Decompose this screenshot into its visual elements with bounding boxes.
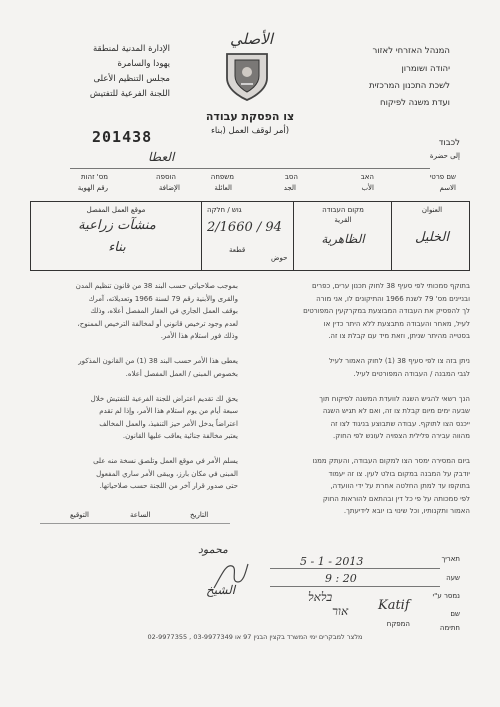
body-ar-line: وذلك فور استلام هذا الأمر. xyxy=(160,332,238,340)
body-he-line: ניתן בזה צו לפי סעיף 38 (1) לחוק האמור לעיל xyxy=(329,357,470,365)
sign-role-label: המפקח xyxy=(386,620,410,628)
sign-time-label: שעה xyxy=(446,574,460,582)
handwritten-corner-note: الأصلي xyxy=(230,30,273,48)
addressee-line xyxy=(70,168,430,169)
field-father-ar: الأب xyxy=(361,184,374,192)
left-time-label: الساعة xyxy=(130,511,151,519)
body-he-line xyxy=(250,443,470,456)
header-right-line-4: ועדת משנה לפיקוח xyxy=(380,98,450,108)
body-arabic xyxy=(28,280,238,500)
field-family-ar: العائلة xyxy=(214,184,232,192)
body-he-line: בסטייה מהיתר שניתן, וזאת מיד עם קבלת צו זה. xyxy=(328,332,470,340)
header-left-line-3: مجلس التنظيم الأعلى xyxy=(93,74,170,84)
body-ar-line: بموجب صلاحياتي حسب البند 38 من قانون تنظيم المدن xyxy=(75,282,238,290)
body-he-line: לעיל, מאחר והעבודה מתבצעת ללא היתר כדין או xyxy=(323,319,470,328)
body-ar-line xyxy=(28,443,238,456)
field-grandfather-he: הסב xyxy=(284,173,298,181)
order-number: 201438 xyxy=(92,128,153,146)
body-he-line: לך להפסיק את העבודה המבוצעת במקרקעין המפורטים xyxy=(303,307,470,315)
field-father-he: האב xyxy=(360,173,374,181)
body-he-line: ייכנס הצו לתוקף. עבודה שתבוצע בניגוד לצו זה xyxy=(330,419,470,428)
body-ar-line: بخصوص المبنى / العمل المفصل أعلاه. xyxy=(125,369,238,378)
sign-signature-label: חתימה xyxy=(439,624,460,632)
sign-handwritten-2: אור xyxy=(332,604,349,618)
sign-date-label: תאריך xyxy=(441,555,460,563)
field-id-number-ar: رقم الهوية xyxy=(77,184,108,192)
work-location-box xyxy=(30,201,470,271)
body-ar-line xyxy=(28,380,238,393)
field-first-name-ar: الاسم xyxy=(439,184,456,192)
coat-of-arms-emblem xyxy=(223,50,271,102)
body-ar-line: يسلم الأمر في موقع العمل وتلصق نسخة منه على xyxy=(93,457,238,465)
body-ar-line: المبنى في مكان بارز، ويبقى الأمر ساري المفعول xyxy=(96,469,238,478)
body-he-line: בתוקף סמכותי לפי סעיף 38 לחוק תכנון ערים, כפרים xyxy=(311,282,470,290)
body-ar-line xyxy=(28,343,238,356)
body-he-line: הנך רשאי להגיש השגה לוועדת המשנה לפיקוח תוך xyxy=(319,394,470,403)
left-handwritten-name: محمود xyxy=(198,543,228,556)
box-parcel-label: قطعة xyxy=(229,246,246,254)
left-sign-line xyxy=(40,523,230,524)
sign-name-label: שם xyxy=(450,610,460,618)
field-addition-ar: الإضافة xyxy=(158,184,180,192)
body-ar-line: يعطى هذا الأمر حسب البند 38 (1) من القانون المذكور xyxy=(78,357,238,365)
left-date-label: التاريخ xyxy=(190,511,209,519)
body-he-line: ביום המסירה ימסר הצו למקום העבודה, והעתק ממנו xyxy=(312,457,470,465)
title-arabic: (أمر لوقف العمل (بناء xyxy=(210,126,290,136)
body-hebrew xyxy=(250,280,470,530)
field-first-name-he: שם פרטי xyxy=(429,173,456,181)
body-ar-line: بوقف العمل الجاري في العقار المفصل أعلاه، وذلك xyxy=(90,307,238,315)
header-right-line-2: יהודה ושומרון xyxy=(401,64,450,74)
sign-date-line xyxy=(270,568,440,569)
body-he-line xyxy=(250,343,470,356)
body-ar-line: والقرى والأبنية رقم 79 لسنة 1966 وتعديلاته، آمرك xyxy=(88,294,238,303)
field-addition-he: הוספה xyxy=(156,173,176,181)
sign-time-handwritten: 9 : 20 xyxy=(325,572,357,585)
field-id-number-he: מס' זהות xyxy=(81,173,108,181)
left-signature-scribble xyxy=(212,560,250,592)
to-label-hebrew: לכבוד xyxy=(438,138,460,148)
box-detail-label: موقع العمل المفصل xyxy=(86,206,146,214)
sign-time-line xyxy=(270,586,440,587)
header-right-line-3: לשכת התכנון המרכזית xyxy=(368,81,450,91)
sign-delivered-label: נמסר ע"י xyxy=(432,592,460,600)
box-basin-label: حوض xyxy=(271,254,288,262)
body-he-line: יודבק על המבנה במקום בולט לעין. צו זה יעמוד xyxy=(328,469,470,478)
sign-handwritten-3: Katif xyxy=(378,598,410,613)
box-detail-handwritten-2: بناء xyxy=(108,240,126,255)
box-block-handwritten: 2/1660 / 94 xyxy=(207,220,282,235)
box-address-label: العنوان xyxy=(421,206,443,214)
footer-note: מלצר למבקרים ימי המשרד בקצין הבנין 97 או 03-9977349 , 02-9977355 xyxy=(147,633,363,641)
body-he-line: בתוקפו עד למתן החלטה אחרת על ידי הוועדה, xyxy=(330,482,470,490)
box-detail-handwritten-1: منشآت زراعية xyxy=(78,218,156,233)
box-village-label: القرية xyxy=(334,216,352,224)
body-ar-line: لعدم وجود ترخيص قانوني أو لمخالفة الترخيص الممنوح، xyxy=(77,319,238,328)
body-he-line: האמור ותקנותיו, וכל שינוי בו יובא לידיעתך. xyxy=(343,507,470,515)
field-grandfather-ar: الجد xyxy=(283,184,296,192)
sign-handwritten-1: בלאל xyxy=(308,590,333,604)
body-he-line: שבעה ימים מיום קבלת צו זה, ואם לא תגיש השגה xyxy=(322,407,470,415)
body-ar-line: حتى صدور قرار آخر من اللجنة حسب صلاحياتها. xyxy=(99,482,238,490)
body-he-line: ובניינים מס' 79 לשנת 1966 והתיקונים לו, אני מורה xyxy=(316,294,470,303)
left-handwritten-signature: الشيخ xyxy=(206,583,236,597)
body-he-line: לפי סמכותה על פי כל דין ובהתאם להוראות החוק xyxy=(322,494,470,503)
body-ar-line: سبعة أيام من يوم استلام هذا الأمر، وإذا لم تقدم xyxy=(99,407,238,415)
body-he-line: מהווה עבירה פלילית הצפויה לעונש לפי החוק. xyxy=(333,432,470,440)
box-address-handwritten: الخليل xyxy=(414,230,450,245)
header-left-line-4: اللجنة الفرعية للتفتيش xyxy=(89,89,170,99)
box-place-label: מקום העבודה xyxy=(322,206,364,214)
body-ar-line: يحق لك تقديم اعتراض للجنة الفرعية للتفتيش خلال xyxy=(90,394,238,403)
body-ar-line: اعتراضاً يدخل الأمر حيز التنفيذ، والعمل المخالف xyxy=(99,419,238,428)
box-village-handwritten: الظاهرية xyxy=(321,232,365,246)
header-right-line-1: המנהל האזרחי לאזור xyxy=(372,46,450,56)
field-family-he: משפחה xyxy=(210,173,234,181)
box-divider-3 xyxy=(391,202,392,270)
body-he-line xyxy=(250,380,470,393)
box-divider-1 xyxy=(201,202,202,270)
left-signature-label: التوقيع xyxy=(70,511,89,519)
addressee-handwritten: ﺍﻟﻌﻄﺎ xyxy=(148,150,175,164)
body-he-line: לגבי המבנה / העבודה המפורטים לעיל. xyxy=(353,369,470,378)
sign-date-handwritten: 5 - 1 - 2013 xyxy=(300,555,364,568)
title-hebrew: צו הפסקת עבודה xyxy=(205,110,295,123)
to-label-arabic: إلى حضرة xyxy=(429,152,460,160)
body-ar-line: يعتبر مخالفة جنائية يعاقب عليها القانون. xyxy=(122,432,238,440)
box-divider-2 xyxy=(293,202,294,270)
box-block-label: גוש / חלקה xyxy=(207,206,242,214)
header-left-line-1: الإدارة المدنية لمنطقة xyxy=(92,44,170,54)
header-left-line-2: يهودا والسامرة xyxy=(117,59,170,69)
